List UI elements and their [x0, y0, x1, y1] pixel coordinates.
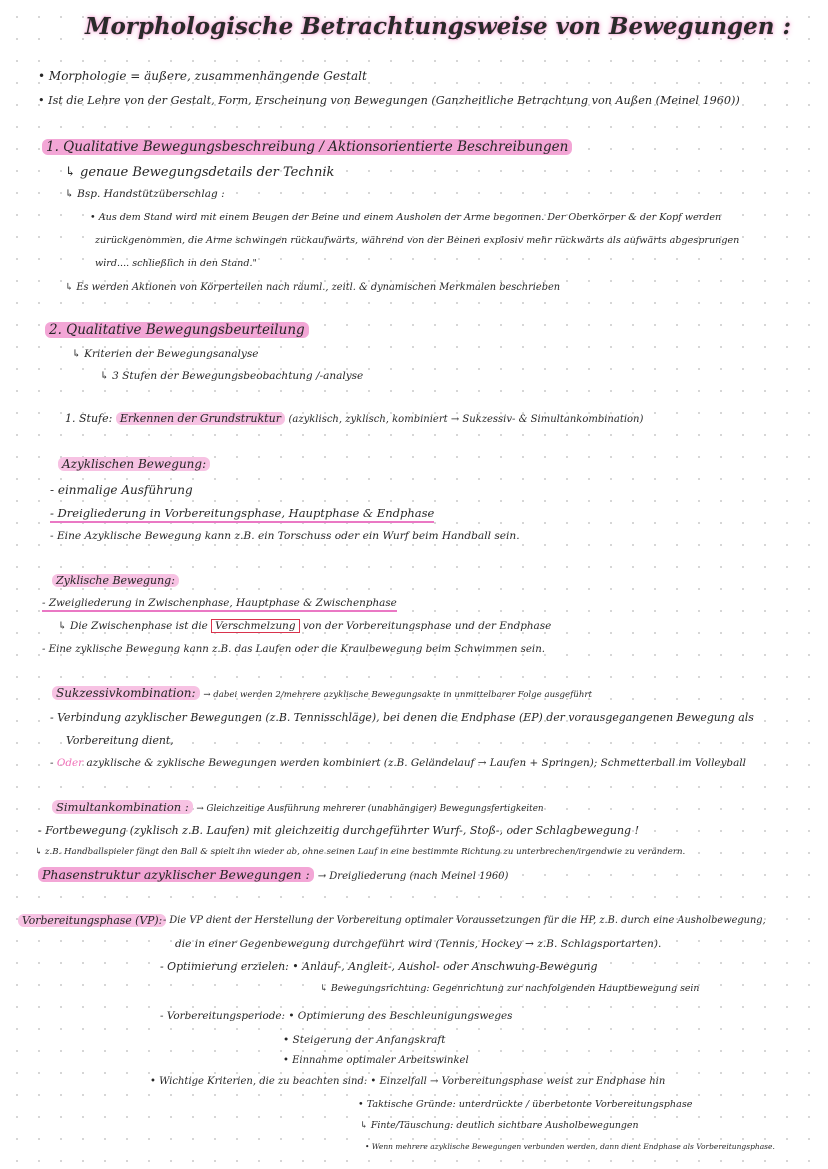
- s1-quote-3: wird.... schließlich in den Stand.": [95, 258, 257, 269]
- simultan-b2: ↳ z.B. Handballspieler fängt den Ball & spielt ihn wieder ab, ohne seinen Lauf in eine bestimmte Richtung zu unterbrechen/irgendwie zu verändern.: [35, 847, 686, 857]
- vp-l4: ↳ Bewegungsrichtung: Gegenrichtung zur nachfolgenden Hauptbewegung sein: [320, 983, 700, 994]
- verschmelzung-box: Verschmelzung: [211, 619, 299, 633]
- azyklisch-heading: Azyklischen Bewegung:: [58, 458, 210, 472]
- intro-line-1: • Morphologie = äußere, zusammenhängende Gestalt: [38, 69, 367, 83]
- s1-quote-1: • Aus dem Stand wird mit einem Beugen der Beine und einem Ausholen der Arme begonnen. Der Oberkörper & der Kopf werden: [90, 212, 722, 223]
- s2-sub2: ↳ 3 Stufen der Bewegungsbeobachtung /-analyse: [100, 370, 364, 382]
- s1-sub1: ↳ genaue Bewegungsdetails der Technik: [65, 165, 335, 180]
- intro-line-2: • Ist die Lehre von der Gestalt, Form, Erscheinung von Bewegungen (Ganzheitliche Betrachtung von Außen (Meinel 1960)): [38, 94, 740, 107]
- azyklisch-b3: - Eine Azyklische Bewegung kann z.B. ein Torschuss oder ein Wurf beim Handball sein.: [50, 530, 520, 542]
- vp-l9: • Taktische Gründe: unterdrückte / überbetonte Vorbereitungsphase: [358, 1099, 693, 1110]
- s1-quote-2: zurückgenommen, die Arme schwingen rückaufwärts, während von der Beinen explosiv mehr rückwärts als aufwärts abgesprungen: [95, 235, 740, 246]
- s1-sub2: ↳ Bsp. Handstützüberschlag :: [65, 188, 225, 200]
- section-1-heading: 1. Qualitative Bewegungsbeschreibung / Aktionsorientierte Beschreibungen: [42, 140, 572, 156]
- azyklisch-b1: - einmalige Ausführung: [50, 483, 193, 497]
- stufe-line: 1. Stufe: Erkennen der Grundstruktur (azyklisch, zyklisch, kombiniert → Sukzessiv- & Simultankombination): [65, 412, 644, 425]
- vp-l6: • Steigerung der Anfangskraft: [283, 1034, 446, 1046]
- vp-l1: - Die VP dient der Herstellung der Vorbereitung optimaler Voraussetzungen für die HP, z.B. durch eine Ausholbewegung,: [163, 915, 766, 926]
- vp-l2: die in einer Gegenbewegung durchgeführt wird (Tennis, Hockey → z.B. Schlagsportarten).: [175, 938, 662, 950]
- phasen-heading: Phasenstruktur azyklischer Bewegungen : → Dreigliederung (nach Meinel 1960): [38, 868, 508, 883]
- sukzessiv-b1b: Vorbereitung dient,: [66, 734, 174, 747]
- zyklisch-heading: Zyklische Bewegung:: [52, 575, 179, 588]
- vp-l8: • Wichtige Kriterien, die zu beachten sind: • Einzelfall → Vorbereitungsphase weist zur Endphase hin: [150, 1076, 666, 1087]
- sukzessiv-b1: - Verbindung azyklischer Bewegungen (z.B. Tennisschläge), bei denen die Endphase (EP) der vorausgegangenen Bewegung als: [50, 711, 754, 724]
- s2-sub1: ↳ Kriterien der Bewegungsanalyse: [72, 348, 259, 360]
- vp-l3: - Optimierung erzielen: • Anlauf-, Angleit-, Aushol- oder Anschwung-Bewegung: [160, 960, 598, 973]
- azyklisch-b2: - Dreigliederung in Vorbereitungsphase, Hauptphase & Endphase: [50, 507, 434, 520]
- vp-l10: ↳ Finte/Täuschung: deutlich sichtbare Ausholbewegungen: [360, 1120, 639, 1131]
- s1-sub3: ↳ Es werden Aktionen von Körperteilen nach räuml., zeitl. & dynamischen Merkmalen beschrieben: [65, 282, 561, 293]
- vp-l5: - Vorbereitungsperiode: • Optimierung des Beschleunigungsweges: [160, 1010, 513, 1022]
- vp-l7: • Einnahme optimaler Arbeitswinkel: [283, 1055, 469, 1066]
- zyklisch-b2: ↳ Die Zwischenphase ist die Verschmelzung von der Vorbereitungsphase und der Endphase: [58, 620, 552, 632]
- vp-l11: • Wenn mehrere azyklische Bewegungen verbunden werden, dann dient Endphase als Vorbereitungsphase.: [365, 1142, 775, 1151]
- sukzessiv-b2: - Oder azyklische & zyklische Bewegungen werden kombiniert (z.B. Geländelauf → Laufen + Springen); Schmetterball im Volleyball: [50, 757, 746, 769]
- sukzessiv-heading: Sukzessivkombination: → dabei werden 2/mehrere azyklische Bewegungsakte in unmittelbarer Folge ausgeführt: [52, 687, 592, 701]
- section-2-heading: 2. Qualitative Bewegungsbeurteilung: [45, 323, 309, 339]
- page-title: Morphologische Betrachtungsweise von Bewegungen :: [85, 13, 791, 40]
- simultan-heading: Simultankombination : → Gleichzeitige Ausführung mehrerer (unabhängiger) Bewegungsfertigkeiten: [52, 801, 544, 814]
- zyklisch-b3: - Eine zyklische Bewegung kann z.B. das Laufen oder die Kraulbewegung beim Schwimmen sein.: [42, 644, 545, 655]
- vp-label: Vorbereitungsphase (VP):: [18, 915, 166, 927]
- zyklisch-b1: - Zweigliederung in Zwischenphase, Hauptphase & Zwischenphase: [42, 598, 397, 610]
- simultan-b1: - Fortbewegung (zyklisch z.B. Laufen) mit gleichzeitig durchgeführter Wurf-, Stoß-, oder Schlagbewegung !: [38, 824, 639, 837]
